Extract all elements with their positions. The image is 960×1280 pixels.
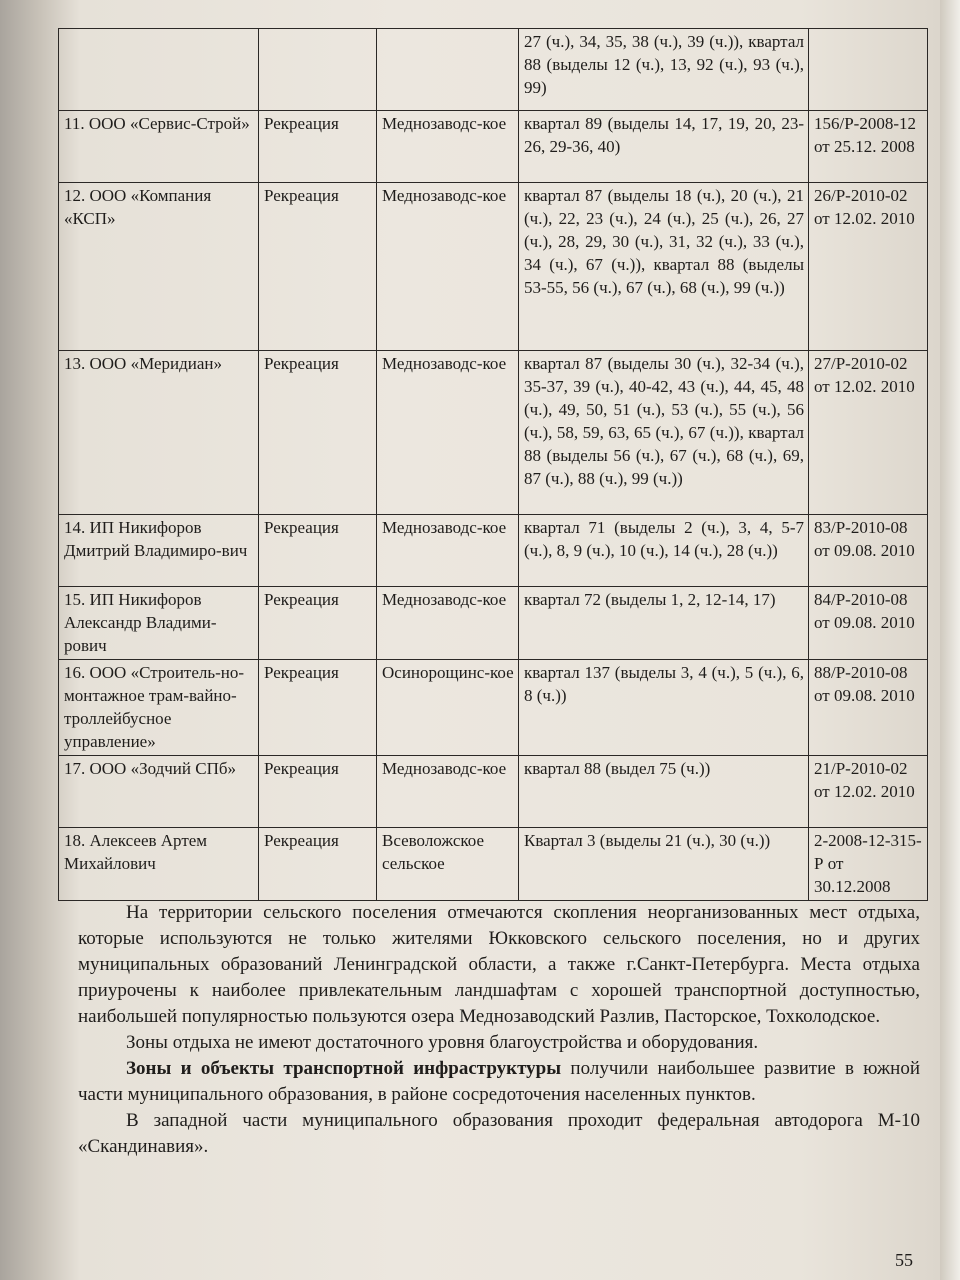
paragraph-recreation-zones: Зоны отдыха не имеют достаточного уровня благоустройства и оборудования. <box>126 1032 759 1053</box>
cell-plots: квартал 87 (выделы 18 (ч.), 20 (ч.), 21 (ч.), 22, 23 (ч.), 24 (ч.), 25 (ч.), 26, 27 (ч.), 28, 29, 30 (ч.), 31, 32 (ч.), 33 (ч.), 34 (ч.), 67 (ч.)), квартал 88 (выделы 53-55, 56 (ч.), 67 (ч.), 68 (ч.), 99 (ч.)) <box>519 183 809 351</box>
cell-plots: 27 (ч.), 34, 35, 38 (ч.), 39 (ч.)), квартал 88 (выделы 12 (ч.), 13, 92 (ч.), 93 (ч.), 99) <box>519 29 809 111</box>
cell-settlement: Меднозаводс-кое <box>377 351 519 515</box>
cell-plots: квартал 137 (выделы 3, 4 (ч.), 5 (ч.), 6, 8 (ч.)) <box>519 660 809 756</box>
cell-purpose: Рекреация <box>259 111 377 183</box>
paragraph-transport <box>78 1056 920 1108</box>
cell-organization: 18. Алексеев Артем Михайлович <box>59 828 259 901</box>
cell-settlement <box>377 29 519 111</box>
paragraph-recreation-places: На территории сельского поселения отмечаются скопления неорганизованных мест отдыха, которые используются не только жителями Юкковского сельского поселения, но и других муниципальных образований Ленинградской области, а также г.Санкт-Петербурга. Места отдыха приурочены к наиболее привлекательным ландшафтам с хорошей транспортной доступностью, наибольшей популярностью пользуются озера Меднозаводский Разлив, Пасторское, Тохколодское. <box>78 902 920 1027</box>
cell-plots: квартал 89 (выделы 14, 17, 19, 20, 23-26, 29-36, 40) <box>519 111 809 183</box>
cell-settlement: Меднозаводс-кое <box>377 111 519 183</box>
cell-settlement: Меднозаводс-кое <box>377 756 519 828</box>
cell-organization: 12. ООО «Компания «КСП» <box>59 183 259 351</box>
cell-settlement: Меднозаводс-кое <box>377 587 519 660</box>
cell-document: 26/Р-2010-02 от 12.02. 2010 <box>809 183 928 351</box>
cell-purpose: Рекреация <box>259 183 377 351</box>
transport-heading: Зоны и объекты транспортной инфраструктуры <box>126 1058 562 1079</box>
cell-document: 27/Р-2010-02 от 12.02. 2010 <box>809 351 928 515</box>
cell-document: 84/Р-2010-08 от 09.08. 2010 <box>809 587 928 660</box>
cell-document: 21/Р-2010-02 от 12.02. 2010 <box>809 756 928 828</box>
cell-organization: 15. ИП Никифоров Александр Владими-рович <box>59 587 259 660</box>
cell-organization: 11. ООО «Сервис-Строй» <box>59 111 259 183</box>
cell-settlement: Всеволожское сельское <box>377 828 519 901</box>
table-row <box>59 515 928 587</box>
transport-text: получили наибольшее развитие в южной части муниципального образования, в районе сосредоточения населенных пунктов. <box>78 1058 920 1105</box>
table-row <box>59 183 928 351</box>
cell-plots: Квартал 3 (выделы 21 (ч.), 30 (ч.)) <box>519 828 809 901</box>
cell-document: 83/Р-2010-08 от 09.08. 2010 <box>809 515 928 587</box>
cell-settlement: Осинорощинс-кое <box>377 660 519 756</box>
page-number: 55 <box>895 1250 913 1270</box>
table-row <box>59 351 928 515</box>
cell-organization: 16. ООО «Строитель-но-монтажное трам-вайно-троллейбусное управление» <box>59 660 259 756</box>
table-row <box>59 756 928 828</box>
cell-purpose <box>259 29 377 111</box>
cell-plots: квартал 87 (выделы 30 (ч.), 32-34 (ч.), 35-37, 39 (ч.), 40-42, 43 (ч.), 44, 45, 48 (ч.), 49, 50, 51 (ч.), 53 (ч.), 55 (ч.), 56 (ч.), 58, 59, 63, 65 (ч.), 67 (ч.)), квартал 88 (выделы 56 (ч.), 67 (ч.), 68 (ч.), 69, 87 (ч.), 88 (ч.), 99 (ч.)) <box>519 351 809 515</box>
cell-purpose: Рекреация <box>259 828 377 901</box>
cell-organization: 17. ООО «Зодчий СПб» <box>59 756 259 828</box>
page-edge <box>940 0 960 1280</box>
cell-organization: 14. ИП Никифоров Дмитрий Владимиро-вич <box>59 515 259 587</box>
table-row <box>59 111 928 183</box>
body-text <box>78 900 920 1160</box>
cell-purpose: Рекреация <box>259 756 377 828</box>
cell-purpose: Рекреация <box>259 515 377 587</box>
cell-plots: квартал 88 (выдел 75 (ч.)) <box>519 756 809 828</box>
table-row <box>59 828 928 901</box>
cell-purpose: Рекреация <box>259 587 377 660</box>
paragraph-highway: В западной части муниципального образования проходит федеральная автодорога М-10 «Скандинавия». <box>78 1110 920 1157</box>
cell-plots: квартал 71 (выделы 2 (ч.), 3, 4, 5-7 (ч.), 8, 9 (ч.), 10 (ч.), 14 (ч.), 28 (ч.)) <box>519 515 809 587</box>
cell-purpose: Рекреация <box>259 660 377 756</box>
cell-settlement: Меднозаводс-кое <box>377 183 519 351</box>
cell-organization <box>59 29 259 111</box>
cell-plots: квартал 72 (выделы 1, 2, 12-14, 17) <box>519 587 809 660</box>
cell-document: 2-2008-12-315-Р от 30.12.2008 <box>809 828 928 901</box>
cell-document: 156/Р-2008-12 от 25.12. 2008 <box>809 111 928 183</box>
table-row <box>59 660 928 756</box>
table-row <box>59 587 928 660</box>
cell-document: 88/Р-2010-08 от 09.08. 2010 <box>809 660 928 756</box>
cell-document <box>809 29 928 111</box>
cell-organization: 13. ООО «Меридиан» <box>59 351 259 515</box>
cell-settlement: Меднозаводс-кое <box>377 515 519 587</box>
table-row <box>59 29 928 111</box>
cell-purpose: Рекреация <box>259 351 377 515</box>
land-lease-table <box>58 28 928 901</box>
